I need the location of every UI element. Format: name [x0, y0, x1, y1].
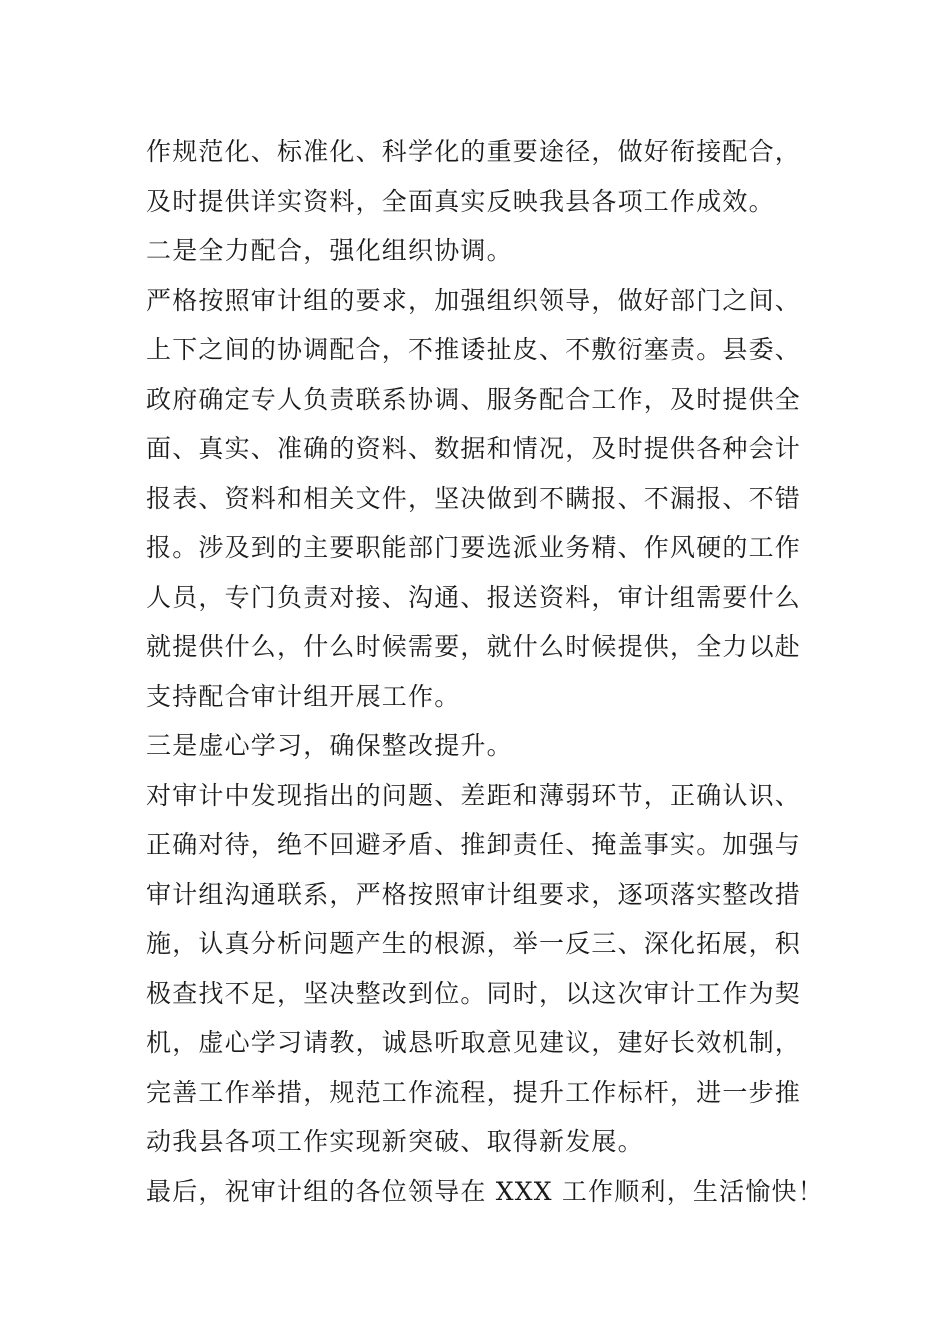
text-line: 最后，祝审计组的各位领导在 XXX 工作顺利，生活愉快！ — [146, 1176, 824, 1206]
text-line: 对审计中发现指出的问题、差距和薄弱环节，正确认识、 — [146, 780, 802, 810]
text-line: 报。涉及到的主要职能部门要选派业务精、作风硬的工作 — [146, 533, 802, 562]
text-line: 就提供什么，什么时候需要，就什么时候提供，全力以赴 — [146, 632, 802, 661]
text-line: 政府确定专人负责联系协调、服务配合工作，及时提供全 — [146, 384, 802, 414]
paragraph-3 — [146, 276, 816, 722]
section-heading-2 — [146, 226, 816, 276]
paragraph-5 — [146, 771, 816, 1167]
text-line: 审计组沟通联系，严格按照审计组要求，逐项落实整改措 — [146, 879, 802, 909]
text-line: 作规范化、标准化、科学化的重要途径，做好衔接配合， — [146, 137, 802, 166]
text-line: 完善工作举措，规范工作流程，提升工作标杆，进一步推 — [146, 1077, 802, 1107]
text-line: 人员，专门负责对接、沟通、报送资料，审计组需要什么 — [146, 582, 802, 612]
text-line: 严格按照审计组的要求，加强组织领导，做好部门之间、 — [146, 285, 802, 315]
section-heading-3 — [146, 721, 816, 771]
text-line: 三是虚心学习，确保整改提升。 — [146, 731, 513, 760]
text-line: 施，认真分析问题产生的根源，举一反三、深化拓展，积 — [146, 929, 802, 958]
paragraph-1 — [146, 127, 816, 226]
text-line: 极查找不足，坚决整改到位。同时，以这次审计工作为契 — [146, 978, 802, 1008]
closing-paragraph — [146, 1167, 824, 1217]
text-line: 二是全力配合，强化组织协调。 — [146, 236, 513, 265]
text-line: 机，虚心学习请教，诚恳听取意见建议，建好长效机制， — [146, 1028, 802, 1057]
text-line: 支持配合审计组开展工作。 — [146, 681, 461, 711]
text-line: 动我县各项工作实现新突破、取得新发展。 — [146, 1127, 644, 1156]
document-body — [146, 127, 824, 1216]
text-line: 报表、资料和相关文件，坚决做到不瞒报、不漏报、不错 — [146, 483, 802, 513]
text-line: 正确对待，绝不回避矛盾、推卸责任、掩盖事实。加强与 — [146, 830, 802, 859]
text-line: 面、真实、准确的资料、数据和情况，及时提供各种会计 — [146, 434, 802, 463]
text-line: 上下之间的协调配合，不推诿扯皮、不敷衍塞责。县委、 — [146, 335, 802, 364]
text-line: 及时提供详实资料，全面真实反映我县各项工作成效。 — [146, 186, 775, 216]
